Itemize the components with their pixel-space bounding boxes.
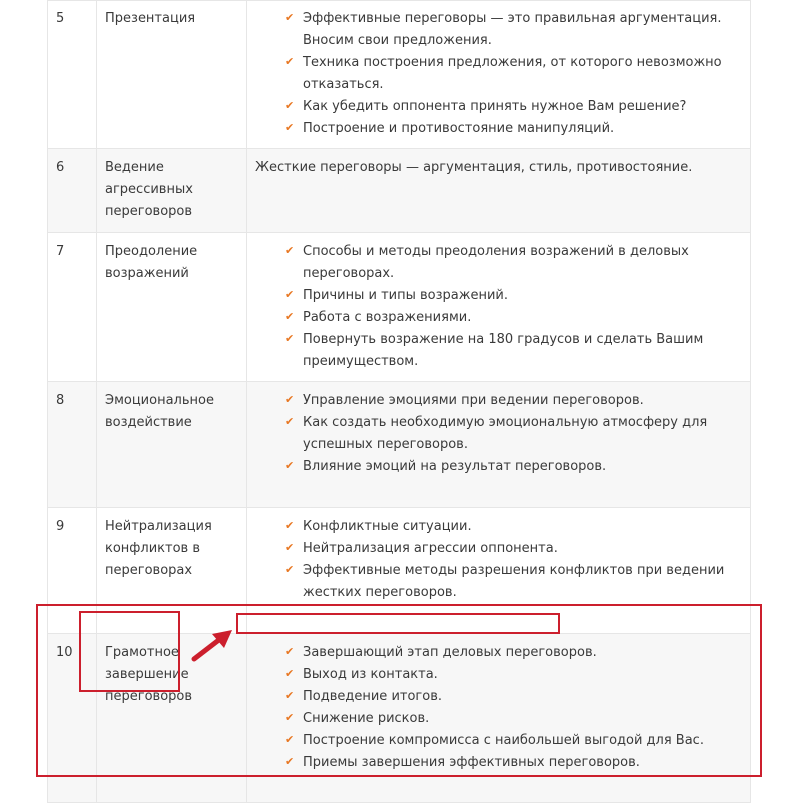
list-item [279, 412, 742, 456]
checkmark-icon: ✔ [285, 121, 295, 134]
checkmark-icon: ✔ [285, 733, 295, 746]
checkmark-icon: ✔ [285, 332, 295, 345]
point-text: Способы и методы преодоления возражений в деловых переговорах. [303, 244, 689, 281]
checkmark-icon: ✔ [285, 244, 295, 257]
highlight-item-box [236, 613, 560, 634]
list-item [279, 241, 742, 285]
list-item [279, 456, 742, 478]
point-text: Повернуть возражение на 180 градусов и сделать Вашим преимуществом. [303, 332, 704, 369]
point-text: Эффективные переговоры — это правильная аргументация. Вносим свои предложения. [303, 11, 722, 48]
row-number: 6 [48, 149, 97, 233]
list-item [279, 52, 742, 96]
list-item [279, 560, 742, 604]
checkmark-icon: ✔ [285, 99, 295, 112]
point-text: Нейтрализация агрессии оппонента. [303, 541, 558, 556]
point-text: Причины и типы возражений. [303, 288, 508, 303]
list-item [279, 538, 742, 560]
list-item [279, 329, 742, 373]
list-item [279, 118, 742, 140]
point-text: Построение компромисса с наибольшей выгодой для Вас. [303, 733, 704, 748]
table-row [48, 149, 751, 233]
row-number: 8 [48, 382, 97, 508]
row-title: Презентация [97, 1, 247, 149]
row-title: Ведение агрессивных переговоров [97, 149, 247, 233]
point-text: Управление эмоциями при ведении переговоров. [303, 393, 644, 408]
point-list [255, 390, 742, 478]
row-content [247, 382, 751, 508]
point-text: Конфликтные ситуации. [303, 519, 472, 534]
list-item [279, 96, 742, 118]
checkmark-icon: ✔ [285, 755, 295, 768]
list-item [279, 8, 742, 52]
checkmark-icon: ✔ [285, 563, 295, 576]
checkmark-icon: ✔ [285, 645, 295, 658]
checkmark-icon: ✔ [285, 711, 295, 724]
red-arrow-icon [190, 628, 236, 664]
list-item [279, 307, 742, 329]
point-text: Завершающий этап деловых переговоров. [303, 645, 597, 660]
checkmark-icon: ✔ [285, 393, 295, 406]
point-text: Как создать необходимую эмоциональную атмосферу для успешных переговоров. [303, 415, 708, 452]
checkmark-icon: ✔ [285, 55, 295, 68]
point-list [255, 8, 742, 140]
table-row [48, 233, 751, 382]
checkmark-icon: ✔ [285, 667, 295, 680]
list-item [279, 390, 742, 412]
highlight-title-box [79, 611, 180, 692]
point-text: Техника построения предложения, от которого невозможно отказаться. [303, 55, 722, 92]
point-text: Построение и противостояние манипуляций. [303, 121, 615, 136]
table-row [48, 382, 751, 508]
row-content [247, 233, 751, 382]
checkmark-icon: ✔ [285, 459, 295, 472]
row-number: 7 [48, 233, 97, 382]
point-list [255, 241, 742, 373]
list-item [279, 285, 742, 307]
row-title: Преодоление возражений [97, 233, 247, 382]
checkmark-icon: ✔ [285, 11, 295, 24]
row-title: Эмоциональное воздействие [97, 382, 247, 508]
point-text: Эффективные методы разрешения конфликтов при ведении жестких переговоров. [303, 563, 725, 600]
point-text: Как убедить оппонента принять нужное Вам решение? [303, 99, 687, 114]
row-content [247, 1, 751, 149]
row-text: Жесткие переговоры — аргументация, стиль, противостояние. [255, 160, 693, 175]
checkmark-icon: ✔ [285, 415, 295, 428]
point-text: Приемы завершения эффективных переговоров. [303, 755, 640, 770]
point-text: Выход из контакта. [303, 667, 438, 682]
row-title: Грамотное завершение переговоров [97, 634, 247, 803]
point-text: Влияние эмоций на результат переговоров. [303, 459, 607, 474]
checkmark-icon: ✔ [285, 541, 295, 554]
checkmark-icon: ✔ [285, 310, 295, 323]
row-number: 10 [48, 634, 97, 803]
row-content [247, 149, 751, 233]
table-row [48, 1, 751, 149]
point-list [255, 516, 742, 604]
row-number: 9 [48, 508, 97, 634]
checkmark-icon: ✔ [285, 689, 295, 702]
list-item [279, 516, 742, 538]
row-title: Нейтрализация конфликтов в переговорах [97, 508, 247, 634]
point-text: Работа с возражениями. [303, 310, 472, 325]
checkmark-icon: ✔ [285, 519, 295, 532]
point-text: Снижение рисков. [303, 711, 430, 726]
checkmark-icon: ✔ [285, 288, 295, 301]
row-number: 5 [48, 1, 97, 149]
point-text: Подведение итогов. [303, 689, 442, 704]
